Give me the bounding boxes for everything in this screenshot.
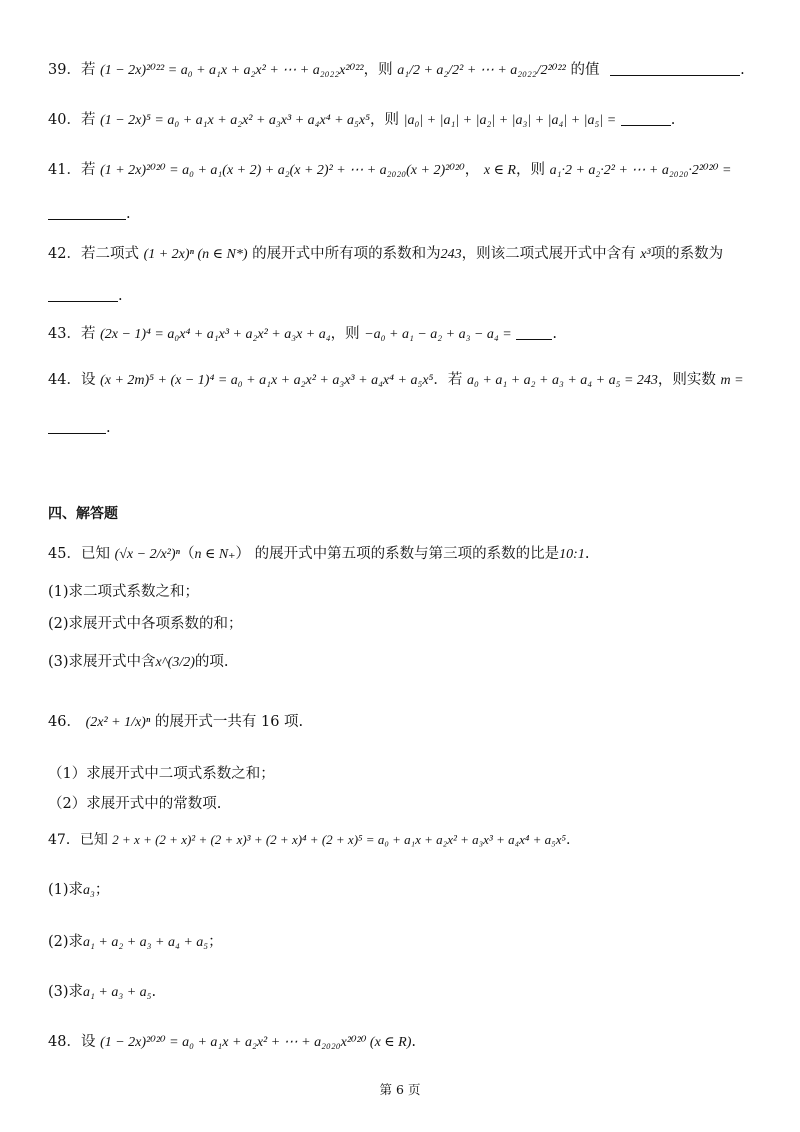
sum-condition: a₀ + a₁ + a₂ + a₃ + a₄ + a₅ = 243 [467, 373, 658, 388]
expression: m = [720, 373, 744, 388]
expression: a₁·2 + a₂·2² + ⋯ + a₂₀₂₀·2²⁰²⁰ = [549, 163, 732, 178]
equation: (1 − 2x)²⁰²⁰ = a₀ + a₁x + a₂x² + ⋯ + a₂₀₂₀x²⁰²⁰ (x ∈ R) [100, 1035, 412, 1050]
problem-46-q1: （1）求展开式中二项式系数之和； [48, 766, 275, 782]
problem-46: 46． (2x² + 1/x)ⁿ 的展开式一共有 16 项. [48, 714, 304, 730]
answer-blank[interactable] [621, 111, 671, 126]
ratio: 10:1 [559, 547, 585, 562]
equation: (1 + 2x)²⁰²⁰ = a₀ + a₁(x + 2) + a₂(x + 2)² + ⋯ + a₂₀₂₀(x + 2)²⁰²⁰ [100, 163, 465, 178]
power-term: x³ [640, 247, 651, 262]
section-heading: 四、解答题 [48, 506, 118, 522]
binomial: (√x − 2/x²)ⁿ [114, 547, 180, 562]
power-term: x^(3/2) [155, 655, 195, 670]
problem-39: 39．若 (1 − 2x)²⁰²² = a₀ + a₁x + a₂x² + ⋯ + a₂₀₂₂x²⁰²²，则 a₁/2 + a₂/2² + ⋯ + a₂₀₂₂/2²⁰²² 的值 . [48, 62, 745, 78]
problem-47-q2: (2)求a₁ + a₂ + a₃ + a₄ + a₅； [48, 934, 223, 950]
problem-45-q3: (3)求展开式中含x^(3/2)的项. [48, 654, 229, 670]
binomial: (1 + 2x)ⁿ (n ∈ N*) [143, 247, 248, 262]
problem-45-q2: (2)求展开式中各项系数的和； [48, 616, 243, 632]
problem-41-answer-line: . [48, 204, 760, 224]
coefficient-sum: a₁ + a₂ + a₃ + a₄ + a₅ [83, 935, 209, 950]
equation: (x + 2m)⁵ + (x − 1)⁴ = a₀ + a₁x + a₂x² + a₃x³ + a₄x⁴ + a₅x⁵ [100, 373, 434, 388]
problem-47-q1: (1)求a₃； [48, 882, 110, 898]
equation: (1 − 2x)⁵ = a₀ + a₁x + a₂x² + a₃x³ + a₄x⁴ + a₅x⁵ [100, 113, 370, 128]
coefficient-sum: 243 [440, 247, 462, 262]
problem-42-answer-line: . [48, 286, 760, 306]
equation: 2 + x + (2 + x)² + (2 + x)³ + (2 + x)⁴ + (2 + x)⁵ = a₀ + a₁x + a₂x² + a₃x³ + a₄x⁴ + a₅x⁵ [112, 832, 566, 847]
domain-condition: n ∈ N₊ [194, 547, 236, 562]
expression: |a₀| + |a₁| + |a₂| + |a₃| + |a₄| + |a₅| = [403, 113, 617, 128]
problem-45-q1: (1)求二项式系数之和； [48, 584, 200, 600]
answer-blank[interactable] [610, 61, 740, 76]
problem-47: 47．已知 2 + x + (2 + x)² + (2 + x)³ + (2 + x)⁴ + (2 + x)⁵ = a₀ + a₁x + a₂x² + a₃x³ + a₄x⁴ + a₅x⁵. [48, 832, 571, 848]
expression: a₁/2 + a₂/2² + ⋯ + a₂₀₂₂/2²⁰²² [397, 63, 566, 78]
answer-blank[interactable] [48, 205, 126, 220]
answer-blank[interactable] [48, 419, 106, 434]
problem-44-answer-line: . [48, 418, 760, 438]
problem-45: 45．已知 (√x − 2/x²)ⁿ（n ∈ N₊） 的展开式中第五项的系数与第三项的系数的比是10:1. [48, 546, 590, 562]
coefficient-sum: a₁ + a₃ + a₅ [83, 985, 152, 1000]
problem-41: 41．若 (1 + 2x)²⁰²⁰ = a₀ + a₁(x + 2) + a₂(x + 2)² + ⋯ + a₂₀₂₀(x + 2)²⁰²⁰， x ∈ R，则 a₁·2 + a₂·2² + ⋯ + a₂₀₂₀·2²⁰²⁰ = [48, 162, 732, 178]
answer-blank[interactable] [516, 325, 552, 340]
problem-44: 44．设 (x + 2m)⁵ + (x − 1)⁴ = a₀ + a₁x + a₂x² + a₃x³ + a₄x⁴ + a₅x⁵．若 a₀ + a₁ + a₂ + a₃ + a₄ + a₅ = 243，则实数 m = [48, 372, 744, 388]
coefficient: a₃ [83, 883, 95, 898]
problem-46-q2: （2）求展开式中的常数项. [48, 796, 222, 812]
equation: (1 − 2x)²⁰²² = a₀ + a₁x + a₂x² + ⋯ + a₂₀₂₂x²⁰²² [100, 63, 364, 78]
problem-43: 43．若 (2x − 1)⁴ = a₀x⁴ + a₁x³ + a₂x² + a₃x + a₄，则 −a₀ + a₁ − a₂ + a₃ − a₄ = . [48, 326, 557, 342]
problem-40: 40．若 (1 − 2x)⁵ = a₀ + a₁x + a₂x² + a₃x³ + a₄x⁴ + a₅x⁵，则 |a₀| + |a₁| + |a₂| + |a₃| + |a₄| + |a₅| = . [48, 112, 676, 128]
problem-48: 48．设 (1 − 2x)²⁰²⁰ = a₀ + a₁x + a₂x² + ⋯ + a₂₀₂₀x²⁰²⁰ (x ∈ R). [48, 1034, 416, 1050]
equation: (2x − 1)⁴ = a₀x⁴ + a₁x³ + a₂x² + a₃x + a₄ [100, 327, 331, 342]
problem-42: 42．若二项式 (1 + 2x)ⁿ (n ∈ N*) 的展开式中所有项的系数和为243，则该二项式展开式中含有 x³项的系数为 [48, 246, 724, 262]
problem-47-q3: (3)求a₁ + a₃ + a₅. [48, 984, 157, 1000]
binomial: (2x² + 1/x)ⁿ [85, 715, 151, 730]
answer-blank[interactable] [48, 287, 118, 302]
expression: −a₀ + a₁ − a₂ + a₃ − a₄ = [364, 327, 512, 342]
page-number: 第 6 页 [379, 1082, 421, 1097]
domain-condition: x ∈ R [483, 163, 516, 178]
